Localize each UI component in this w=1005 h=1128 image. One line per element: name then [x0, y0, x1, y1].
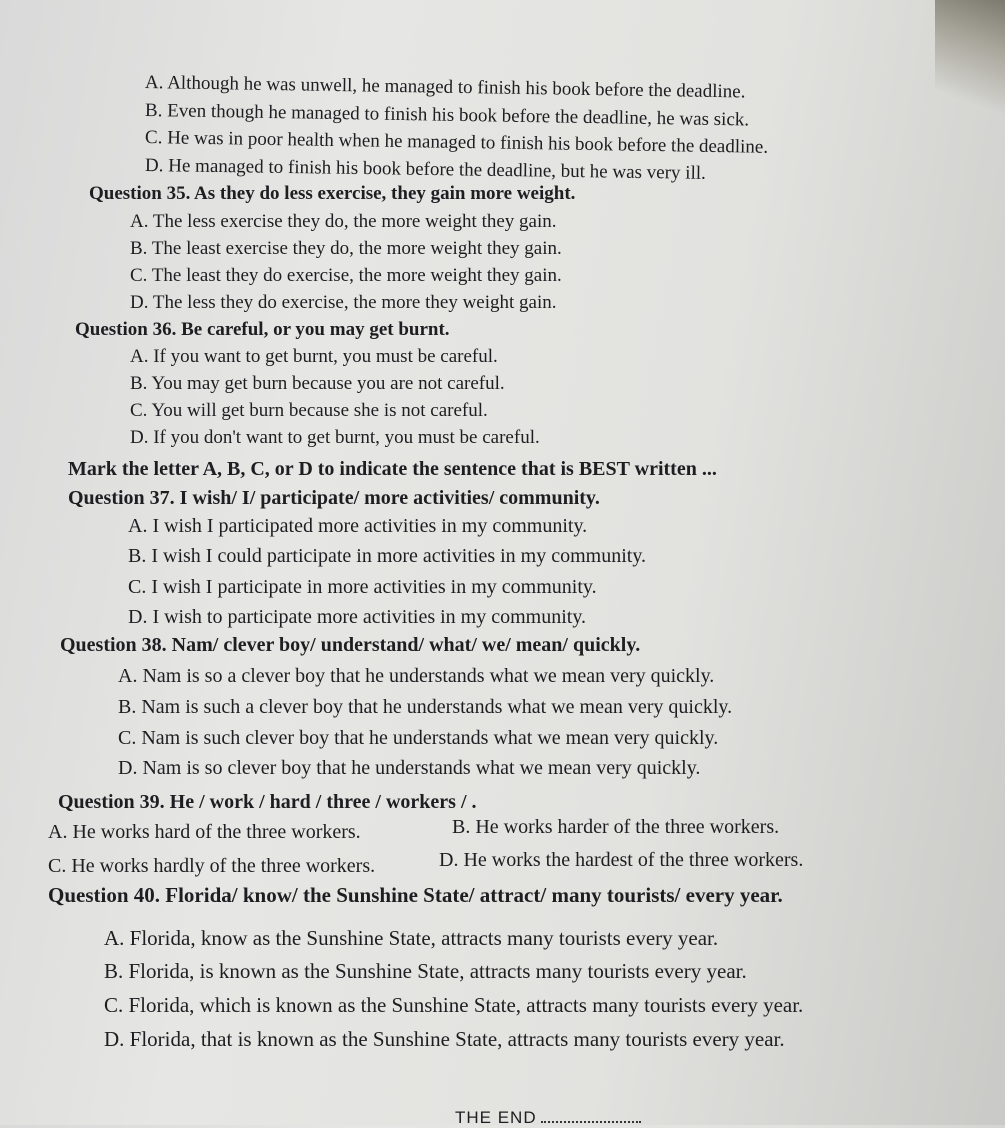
q39-option-d: D. He works the hardest of the three workers. — [439, 849, 804, 871]
q38-option-c: C. Nam is such clever boy that he understands what we mean very quickly. — [118, 727, 719, 749]
q39-option-c: C. He works hardly of the three workers. — [48, 855, 376, 877]
the-end-text: THE END — [455, 1108, 537, 1127]
question-39: Question 39. He / work / hard / three / workers / . — [58, 791, 477, 813]
dotted-line — [541, 1109, 641, 1123]
page-corner-shadow — [935, 0, 1005, 120]
q34-option-b: B. Even though he managed to finish his book before the deadline, he was sick. — [144, 100, 750, 131]
q39-option-b: B. He works harder of the three workers. — [452, 816, 780, 838]
q35-option-c: C. The least they do exercise, the more weight they gain. — [130, 265, 562, 286]
q34-option-d: D. He managed to finish his book before the deadline, but he was very ill. — [144, 155, 706, 184]
q34-option-c: C. He was in poor health when he managed to finish his book before the deadline. — [144, 127, 769, 158]
q36-option-c: C. You will get burn because she is not careful. — [130, 400, 488, 421]
question-36: Question 36. Be careful, or you may get burnt. — [75, 319, 450, 340]
q35-option-d: D. The less they do exercise, the more they weight gain. — [130, 292, 557, 313]
q34-option-a: A. Although he was unwell, he managed to finish his book before the deadline. — [144, 72, 746, 103]
q36-option-b: B. You may get burn because you are not careful. — [130, 373, 505, 394]
the-end-label — [455, 1108, 641, 1128]
question-37: Question 37. I wish/ I/ participate/ more activities/ community. — [68, 487, 600, 509]
q40-option-d: D. Florida, that is known as the Sunshine State, attracts many tourists every year. — [104, 1027, 785, 1051]
q40-option-a: A. Florida, know as the Sunshine State, attracts many tourists every year. — [104, 926, 719, 950]
q40-option-b: B. Florida, is known as the Sunshine State, attracts many tourists every year. — [104, 959, 747, 983]
q37-option-c: C. I wish I participate in more activities in my community. — [128, 576, 597, 598]
question-35: Question 35. As they do less exercise, they gain more weight. — [89, 183, 576, 204]
section-instruction: Mark the letter A, B, C, or D to indicate the sentence that is BEST written ... — [68, 458, 717, 480]
q37-option-b: B. I wish I could participate in more activities in my community. — [128, 545, 647, 567]
q35-option-b: B. The least exercise they do, the more weight they gain. — [130, 238, 562, 259]
q39-option-a: A. He works hard of the three workers. — [48, 821, 361, 843]
q36-option-d: D. If you don't want to get burnt, you must be careful. — [130, 427, 540, 448]
q37-option-d: D. I wish to participate more activities in my community. — [128, 606, 587, 628]
q36-option-a: A. If you want to get burnt, you must be careful. — [130, 346, 498, 367]
q38-option-b: B. Nam is such a clever boy that he understands what we mean very quickly. — [118, 696, 733, 718]
q35-option-a: A. The less exercise they do, the more weight they gain. — [130, 211, 557, 232]
question-40: Question 40. Florida/ know/ the Sunshine State/ attract/ many tourists/ every year. — [48, 883, 783, 907]
question-38: Question 38. Nam/ clever boy/ understand/ what/ we/ mean/ quickly. — [60, 634, 641, 656]
q38-option-a: A. Nam is so a clever boy that he understands what we mean very quickly. — [118, 665, 715, 687]
q37-option-a: A. I wish I participated more activities in my community. — [128, 515, 588, 537]
q40-option-c: C. Florida, which is known as the Sunshine State, attracts many tourists every year. — [104, 993, 804, 1017]
q38-option-d: D. Nam is so clever boy that he understands what we mean very quickly. — [118, 757, 701, 779]
